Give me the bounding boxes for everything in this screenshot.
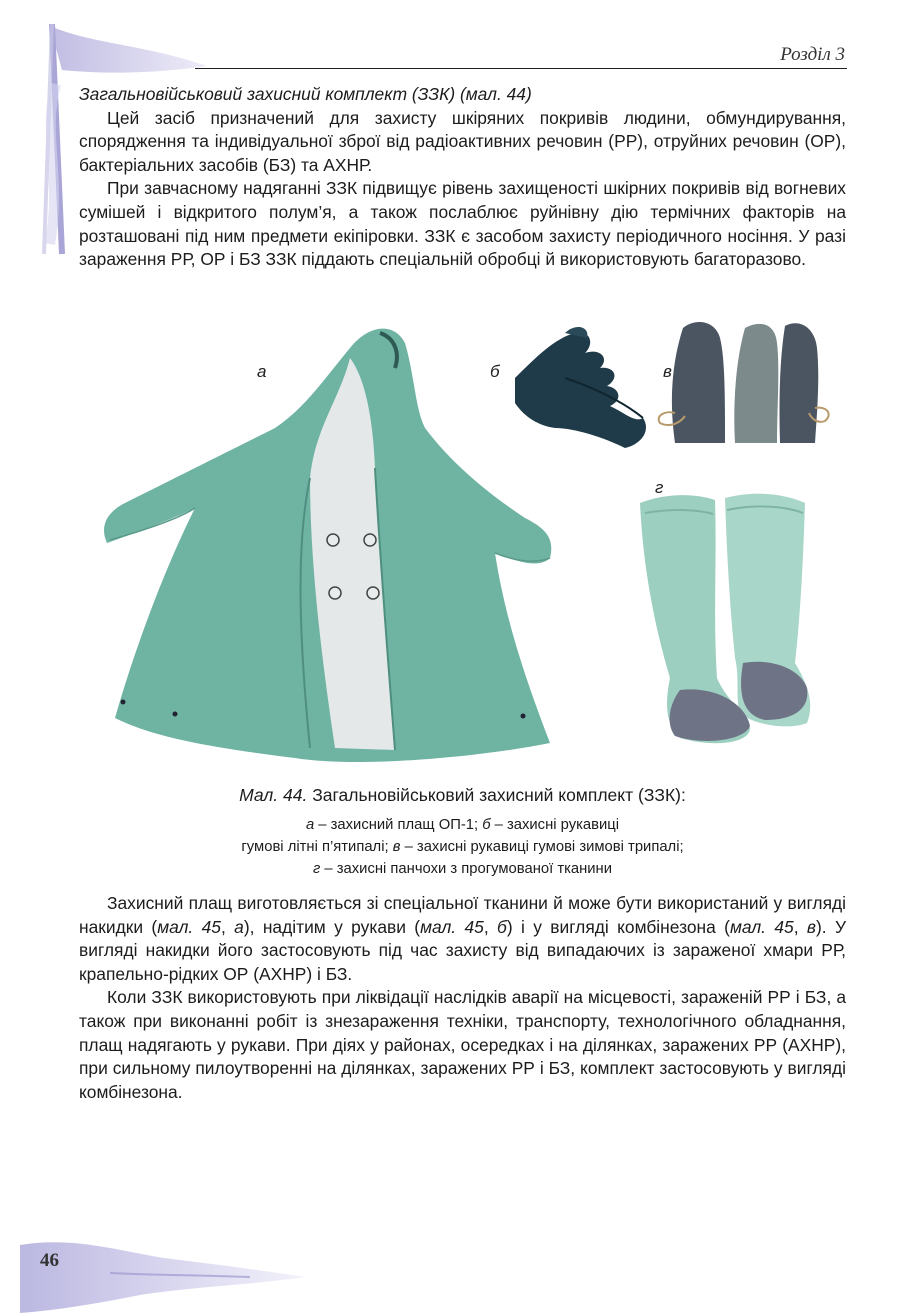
section-header: Розділ 3 [780,44,845,65]
figure-label-a: а [257,362,267,381]
summer-gloves-image [515,327,646,448]
figure-label-g: г [655,478,664,497]
figure-label-b: б [490,362,500,381]
cloak-image [104,329,551,762]
figure-caption-title: Мал. 44. Загальновійськовий захисний комплект (ЗЗК): [239,785,686,805]
figure-protective-kit [95,318,835,768]
paragraph-cloak-usage: Захисний плащ виготовляється зі спеціальної тканини й може бути використаний у вигляді накидки (мал. 45, а), надітим у рукави (мал. 45, б) і у вигляді комбінезона (мал. 45, в). У вигляді накидки його застосовують під час захисту від випадаючих із зараженої хмари РР, крапельно-рідких ОР (АХНР) і БЗ. [79,893,846,984]
section-subtitle: Загальновійськовий захисний комплект (ЗЗК) (мал. 44) [79,84,532,104]
body-text [79,892,846,1104]
caption-line-3: г – захисні панчохи з прогумованої тканини [313,861,612,877]
paragraph-kit-usage: Коли ЗЗК використовують при ліквідації наслідків аварії на місцевості, зараженій РР і БЗ, а також при виконанні робіт із знезараження техніки, транспорту, технологічного обладнання, плащ надягають у рукави. При діях у районах, осередках і на ділянках, заражених РР (АХНР), при сильному пилоутворенні на ділянках, заражених РР і БЗ, комплект застосовують у вигляді комбінезона. [79,987,846,1102]
decorative-flag-bottom [20,1225,310,1315]
header-rule [195,68,847,69]
protective-stockings-image [640,494,810,744]
figure-label-v: в [663,362,672,381]
page-number: 46 [40,1250,59,1271]
caption-line-1: а – захисний плащ ОП-1; б – захисні рукавиці [305,817,620,833]
caption-line-2: гумові літні п’ятипалі; в – захисні рукавиці гумові зимові трипалі; [241,839,684,855]
paragraph-purpose: Цей засіб призначений для захисту шкіряних покривів людини, обмундирування, спорядження та індивідуальної зброї від радіоактивних речовин (РР), отруйних речовин (ОР), бактеріальних засобів (БЗ) та АХНР. [79,107,846,175]
figure-caption-legend [79,814,846,880]
intro-text [79,83,846,272]
kit-illustration [95,318,835,768]
paragraph-protection: При завчасному надяганні ЗЗК підвищує рівень захищеності шкірних покривів від вогневих сумішей і відкритого полум’я, а також послаблює руйнівну дію термічних факторів на розташовані під ним предмети екіпіровки. ЗЗК є засобом захисту періодичного носіння. У разі зараження РР, ОР і БЗ ЗЗК піддають спеціальній обробці й використовують багаторазово. [79,178,846,270]
winter-mittens-image [659,322,829,443]
